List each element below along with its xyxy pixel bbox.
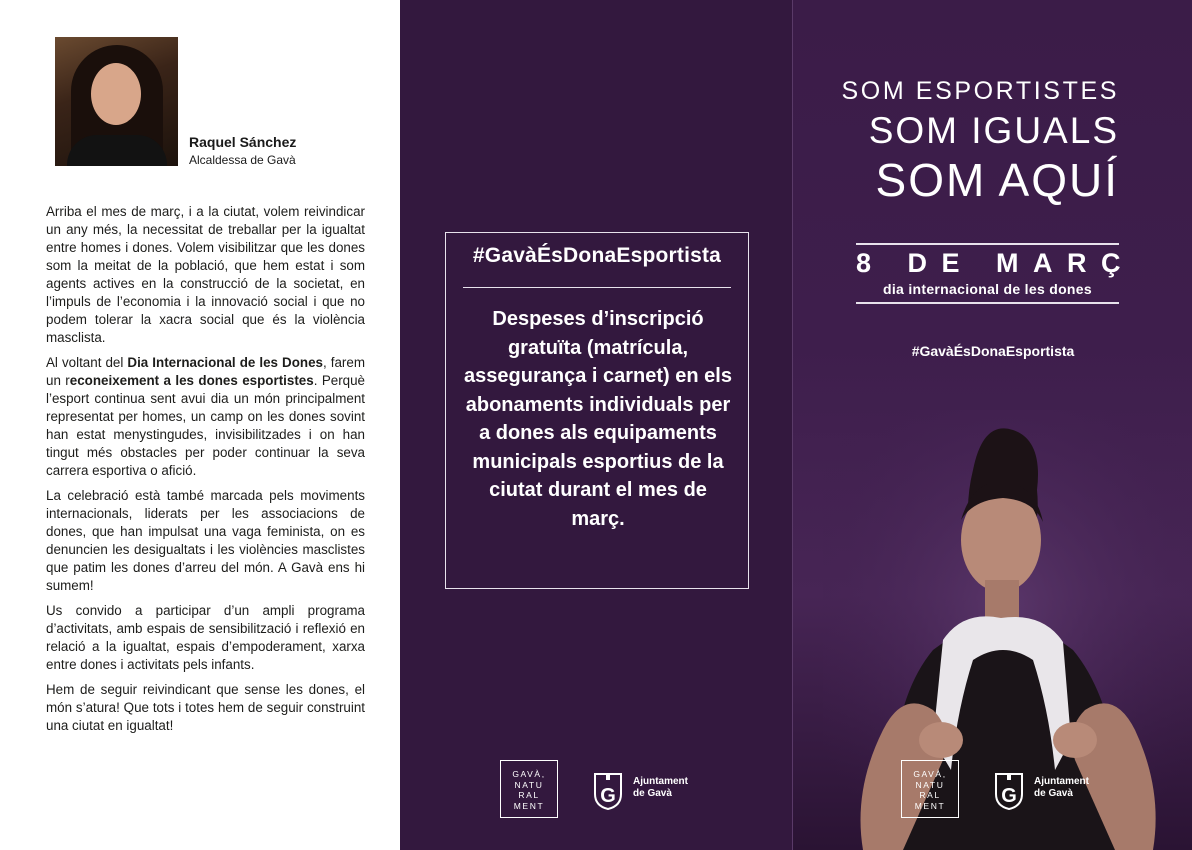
gava-naturalment-logo: GAVÀ, NATU RAL MENT [500, 760, 558, 818]
right-panel [792, 0, 1192, 850]
slogan-line: SOM AQUÍ [875, 154, 1119, 206]
hashtag: #GavàÉsDonaEsportista [911, 343, 1075, 359]
letter-paragraph: Hem de seguir reivindicant que sense les dones, el món s’atura! Que tots i totes hem de seguir construint una ciutat en igualtat! [46, 682, 365, 733]
gava-naturalment-logo: GAVÀ, NATU RAL MENT [901, 760, 959, 818]
svg-text:G: G [600, 785, 616, 807]
slogan-line: SOM ESPORTISTES [841, 77, 1119, 105]
date-title: 8 DE MARÇ [856, 248, 1136, 278]
shield-icon [994, 772, 1024, 810]
speaker-role: Alcaldessa de Gavà [189, 153, 296, 167]
speaker-name: Raquel Sánchez [189, 134, 297, 150]
slogan-line: SOM IGUALS [868, 110, 1119, 151]
ajuntament-logo: G Ajuntament de Gavà [593, 768, 703, 812]
middle-panel [400, 0, 792, 850]
ajuntament-logo: G Ajuntament de Gavà [994, 768, 1104, 812]
divider [856, 302, 1119, 304]
divider [856, 243, 1119, 245]
left-panel [0, 0, 400, 850]
letter-paragraph: Arriba el mes de març, i a la ciutat, volem reivindicar un any més, la necessitat de treballar per la igualtat entre homes i dones. Volem visibilitzar que les dones som la meitat de la població, que hem estat i som agents actives en la construcció de la societat, en l’impuls de l’economia i la innovació social i que no podem tolerar la xacra social que és la violència masclista. [46, 204, 365, 345]
shield-icon [593, 772, 623, 810]
svg-text:G: G [1001, 785, 1017, 807]
divider [463, 287, 731, 288]
promo-text: Despeses d’inscripció gratuïta (matrícula, assegurança i carnet) en els abonaments individuals per a dones als equipaments municipals esportius de la ciutat durant el mes de març. [464, 308, 732, 530]
mayor-photo [55, 37, 178, 166]
letter-body [46, 203, 365, 742]
letter-paragraph: Al voltant del Dia Internacional de les Dones, farem un reconeixement a les dones esportistes. Perquè l’esport continua sent avui dia un món principalment representat per homes, un camp on les dones sovint han estat menystingudes, invisibilitzades i on han tingut més obstacles per poder continuar la seva carrera esportiva o afició. [46, 355, 366, 478]
promo-hashtag: #GavàÉsDonaEsportista [472, 244, 722, 267]
letter-paragraph: La celebració està també marcada pels moviments internacionals, liderats per les associacions de dones, que han impulsat una vaga feminista, on es denuncien les desigualtats i les violències masclistes que patim les dones d’arreu del món. A Gavà ens hi sumem! [46, 488, 365, 593]
promo-box [445, 232, 749, 589]
date-subtitle: dia internacional de les dones [883, 281, 1092, 297]
letter-paragraph: Us convido a participar d’un ampli programa d’activitats, amb espais de sensibilització i reflexió en relació a la igualtat, espais d’empoderament, xarxa entre dones i activitats pels infants. [46, 603, 365, 672]
